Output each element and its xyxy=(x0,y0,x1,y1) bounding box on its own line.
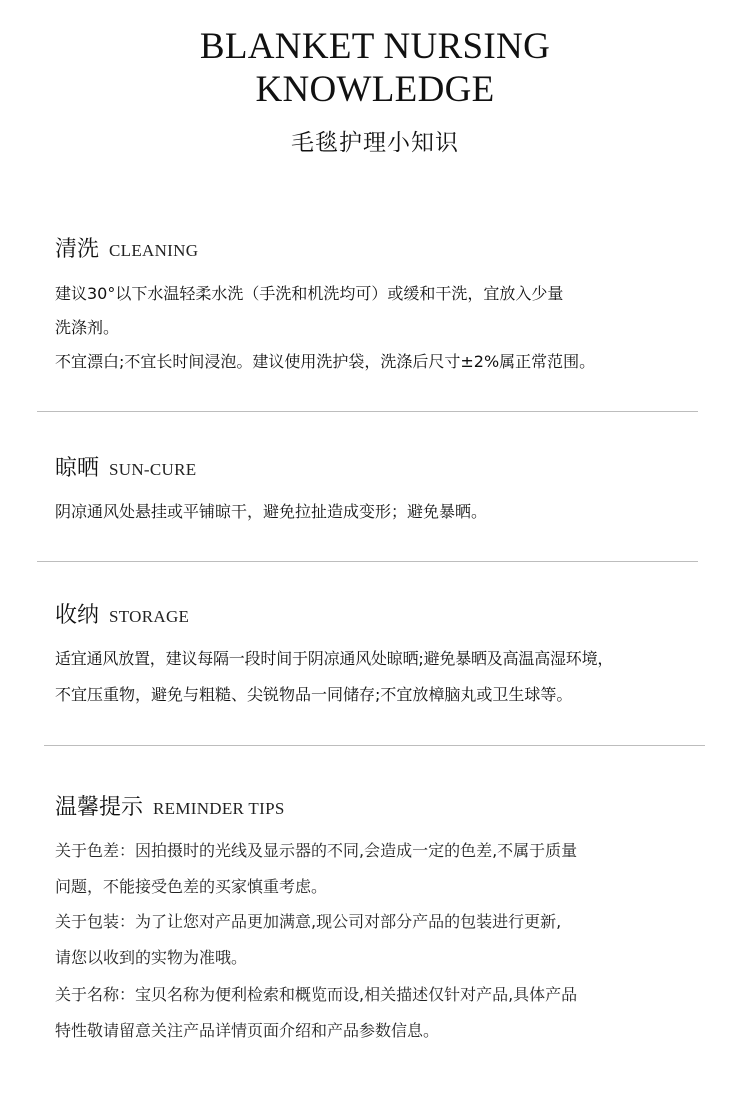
section-divider xyxy=(44,745,705,746)
page-title-line-1: BLANKET NURSING xyxy=(199,26,551,67)
section-divider xyxy=(37,411,698,412)
section-title-cn: 收纳 xyxy=(55,603,100,628)
sun-cure-text-line: 阴凉通风处悬挂或平铺晾干，避免拉扯造成变形；避免暴晒。 xyxy=(55,502,488,521)
section-sun-cure-heading xyxy=(55,451,196,482)
storage-text-line: 不宜压重物，避免与粗糙、尖锐物品一同储存;不宜放樟脑丸或卫生球等。 xyxy=(55,685,573,704)
section-cleaning-heading xyxy=(55,232,198,263)
section-storage-heading xyxy=(55,598,189,629)
page-subtitle: 毛毯护理小知识 xyxy=(291,130,459,156)
section-reminder-tips-heading xyxy=(55,790,285,821)
section-divider xyxy=(37,561,698,562)
page-title-line-2: KNOWLEDGE xyxy=(255,69,495,110)
storage-text-line: 适宜通风放置，建议每隔一段时间于阴凉通风处晾晒;避免暴晒及高温高湿环境， xyxy=(55,649,614,668)
cleaning-text-line: 洗涤剂。 xyxy=(55,318,120,337)
section-title-cn: 温馨提示 xyxy=(55,795,144,820)
tip-text-line: 请您以收到的实物为准哦。 xyxy=(55,948,248,967)
section-title-cn: 晾晒 xyxy=(55,456,100,481)
cleaning-text-line: 不宜漂白;不宜长时间浸泡。建议使用洗护袋，洗涤后尺寸±2%属正常范围。 xyxy=(55,352,596,371)
tip-text-line: 特性敬请留意关注产品详情页面介绍和产品参数信息。 xyxy=(55,1021,440,1040)
section-title-cn: 清洗 xyxy=(55,237,100,262)
section-title-en: REMINDER TIPS xyxy=(153,799,285,818)
section-title-en: SUN-CURE xyxy=(109,460,197,479)
tip-text-line: 问题，不能接受色差的买家慎重考虑。 xyxy=(55,877,328,896)
section-title-en: CLEANING xyxy=(109,241,199,260)
tip-text-line: 关于色差：因拍摄时的光线及显示器的不同,会造成一定的色差,不属于质量 xyxy=(55,841,578,860)
cleaning-text-line: 建议30°以下水温轻柔水洗（手洗和机洗均可）或缓和干洗，宜放入少量 xyxy=(55,284,564,303)
section-title-en: STORAGE xyxy=(109,607,190,626)
tip-text-line: 关于包装：为了让您对产品更加满意,现公司对部分产品的包装进行更新, xyxy=(55,912,562,931)
tip-text-line: 关于名称：宝贝名称为便利检索和概览而设,相关描述仅针对产品,具体产品 xyxy=(55,985,578,1004)
